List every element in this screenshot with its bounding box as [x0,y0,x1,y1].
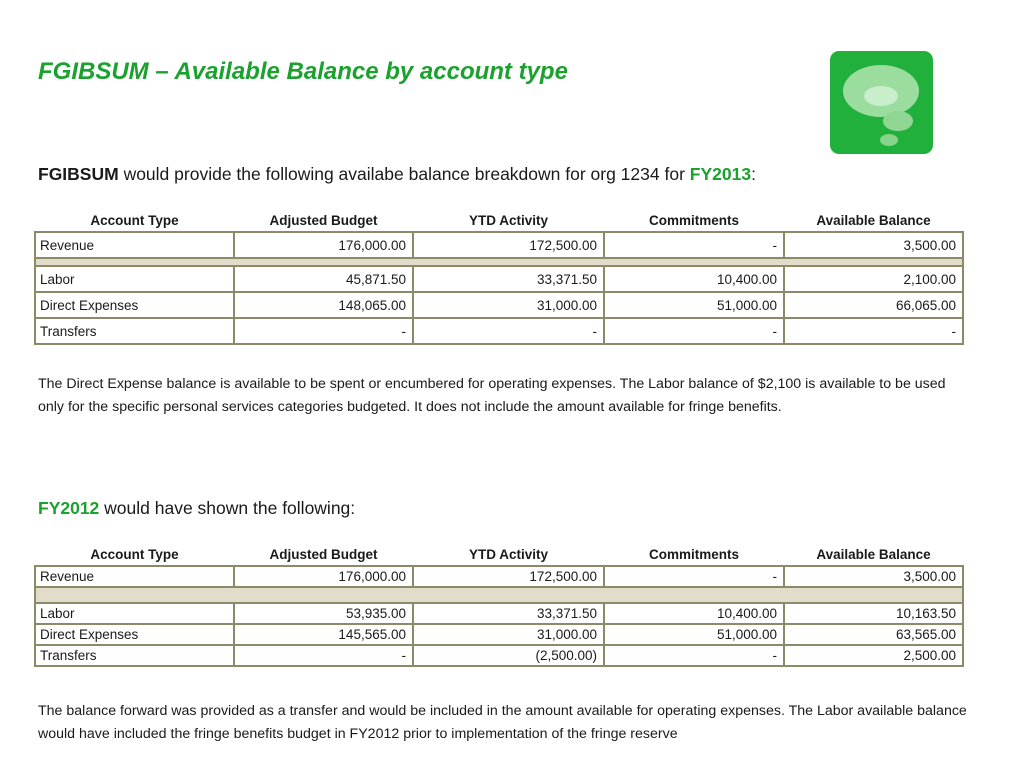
column-header-available-balance: Available Balance [816,212,931,228]
cell-account-type: Labor [35,603,234,624]
column-header-ytd-activity: YTD Activity [468,212,549,228]
cell-adjusted-budget: 45,871.50 [234,266,413,292]
cell-ytd-activity: 31,000.00 [413,292,604,318]
table-row-direct-expenses [35,292,963,318]
cell-commitments: 10,400.00 [604,603,784,624]
table-row-revenue [35,232,963,258]
cell-available-balance: 66,065.00 [784,292,963,318]
cell-ytd-activity: (2,500.00) [413,645,604,666]
column-header-commitments: Commitments [648,546,739,562]
cell-commitments: 51,000.00 [604,624,784,645]
fy2012-balance-table [34,543,964,667]
table-row-labor [35,603,963,624]
section-1-intro: FGIBSUM would provide the following availabe balance breakdown for org 1234 for FY2013: [38,164,756,184]
cell-available-balance: 10,163.50 [784,603,963,624]
cell-account-type: Transfers [35,645,234,666]
cell-available-balance: - [784,318,963,344]
cell-account-type: Revenue [35,566,234,587]
cell-ytd-activity: 33,371.50 [413,603,604,624]
table-separator [35,587,963,603]
cell-ytd-activity: 31,000.00 [413,624,604,645]
fy2013-balance-table [34,209,964,345]
cell-adjusted-budget: 148,065.00 [234,292,413,318]
cell-available-balance: 63,565.00 [784,624,963,645]
cell-account-type: Transfers [35,318,234,344]
cell-adjusted-budget: - [234,645,413,666]
column-header-available-balance: Available Balance [816,546,931,562]
thought-bubble-icon [830,51,933,154]
fy2012-explanation: The balance forward was provided as a transfer and would be included in the amount available for operating expenses. The Labor available balance would have included the fringe benefits budget in FY2012 prior to implementation of the fringe reserve [38,703,967,742]
cell-account-type: Labor [35,266,234,292]
cell-adjusted-budget: 176,000.00 [234,566,413,587]
column-header-account-type: Account Type [90,546,179,562]
column-header-commitments: Commitments [648,212,739,228]
column-header-account-type: Account Type [90,212,179,228]
table-row-transfers [35,645,963,666]
cell-ytd-activity: 172,500.00 [413,232,604,258]
table-row-labor [35,266,963,292]
cell-commitments: 51,000.00 [604,292,784,318]
table-row-revenue [35,566,963,587]
cell-available-balance: 2,500.00 [784,645,963,666]
slide-title: FGIBSUM – Available Balance by account type [38,58,568,85]
cell-available-balance: 2,100.00 [784,266,963,292]
cell-commitments: - [604,232,784,258]
cell-ytd-activity: 172,500.00 [413,566,604,587]
cell-available-balance: 3,500.00 [784,232,963,258]
cell-adjusted-budget: 176,000.00 [234,232,413,258]
fy2013-explanation: The Direct Expense balance is available to be spent or encumbered for operating expenses. The Labor balance of $2,100 is available to be used only for the specific personal services categories budgeted. It does not include the amount available for fringe benefits. [38,376,946,415]
table-separator [35,258,963,266]
cell-account-type: Direct Expenses [35,624,234,645]
cell-adjusted-budget: 53,935.00 [234,603,413,624]
cell-adjusted-budget: 145,565.00 [234,624,413,645]
column-header-ytd-activity: YTD Activity [468,546,549,562]
cell-adjusted-budget: - [234,318,413,344]
cell-account-type: Revenue [35,232,234,258]
cell-commitments: - [604,566,784,587]
cell-commitments: - [604,645,784,666]
cell-commitments: 10,400.00 [604,266,784,292]
table-row-direct-expenses [35,624,963,645]
column-header-adjusted-budget: Adjusted Budget [269,546,378,562]
cell-ytd-activity: - [413,318,604,344]
cell-available-balance: 3,500.00 [784,566,963,587]
section-2-intro: FY2012 would have shown the following: [38,498,356,518]
cell-commitments: - [604,318,784,344]
cell-account-type: Direct Expenses [35,292,234,318]
column-header-adjusted-budget: Adjusted Budget [269,212,378,228]
cell-ytd-activity: 33,371.50 [413,266,604,292]
table-row-transfers [35,318,963,344]
